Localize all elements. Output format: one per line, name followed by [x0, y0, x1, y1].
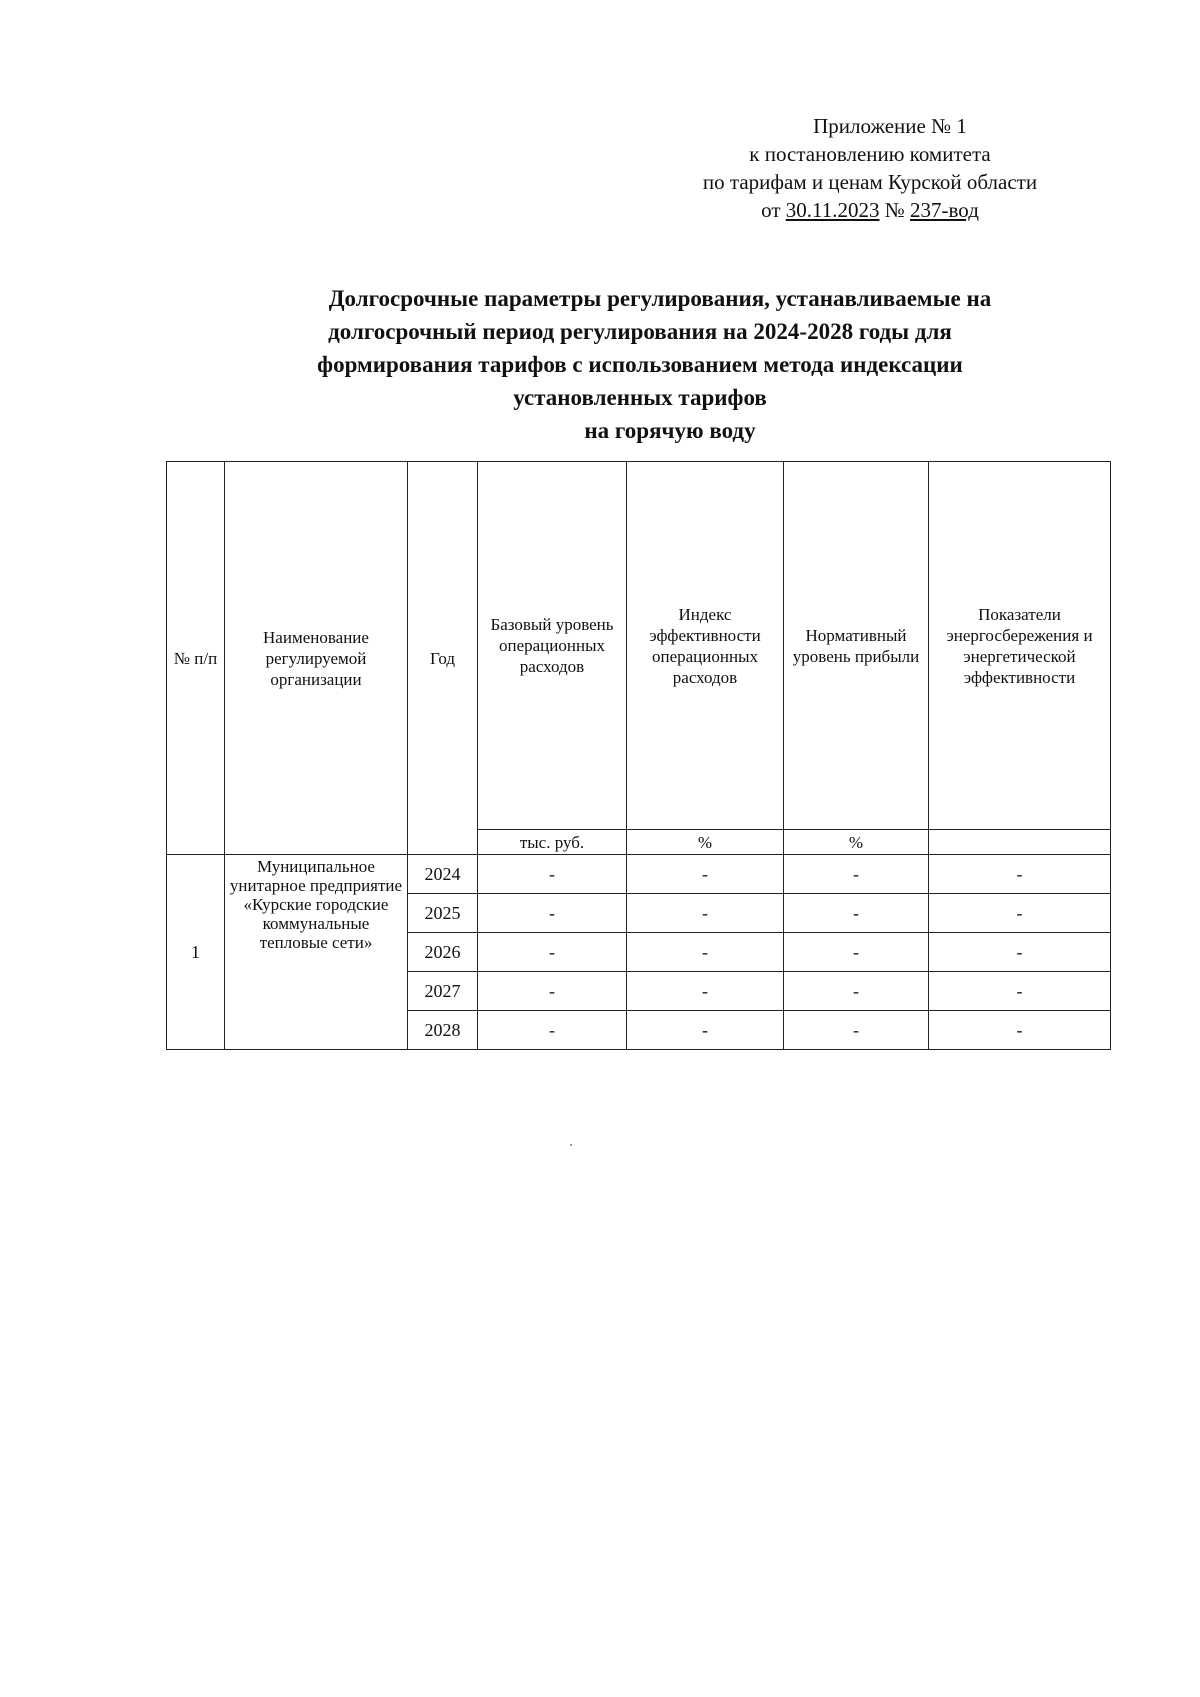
base-value: -	[478, 933, 627, 972]
base-value: -	[478, 894, 627, 933]
year-cell: 2028	[408, 1011, 478, 1050]
header-num: № п/п	[167, 462, 225, 855]
header-year: Год	[408, 462, 478, 855]
header-row	[167, 462, 1111, 830]
document-title	[230, 282, 1050, 447]
row-number: 1	[167, 855, 225, 1050]
base-value: -	[478, 1011, 627, 1050]
profit-value: -	[784, 933, 929, 972]
title-line-4: установленных тарифов	[513, 385, 767, 410]
number-prefix: №	[884, 198, 905, 222]
appendix-title: Приложение № 1	[813, 114, 967, 138]
year-cell: 2025	[408, 894, 478, 933]
title-line-5: на горячую воду	[584, 418, 756, 443]
year-cell: 2026	[408, 933, 478, 972]
unit-profit: %	[784, 830, 929, 855]
profit-value: -	[784, 894, 929, 933]
energy-value: -	[929, 855, 1111, 894]
organization-name: Муниципальное унитарное предприятие «Курские городские коммунальные тепловые сети»	[225, 855, 408, 1050]
header-profit-level: Нормативный уровень прибыли	[784, 462, 929, 830]
energy-value: -	[929, 894, 1111, 933]
unit-base: тыс. руб.	[478, 830, 627, 855]
header-org: Наименование регулируемой организации	[225, 462, 408, 855]
scan-speck	[570, 1144, 572, 1146]
header-base-opex: Базовый уровень операционных расходов	[478, 462, 627, 830]
appendix-date-line	[660, 196, 1080, 224]
energy-value: -	[929, 1011, 1111, 1050]
index-value: -	[627, 1011, 784, 1050]
date-prefix: от	[761, 198, 781, 222]
title-line-1: Долгосрочные параметры регулирования, устанавливаемые на	[328, 286, 992, 311]
document-date: 30.11.2023	[785, 198, 880, 222]
header-energy-indicators: Показатели энергосбережения и энергетической эффективности	[929, 462, 1111, 830]
base-value: -	[478, 855, 627, 894]
appendix-committee: по тарифам и ценам Курской области	[702, 170, 1038, 194]
index-value: -	[627, 972, 784, 1011]
profit-value: -	[784, 1011, 929, 1050]
unit-energy	[929, 830, 1111, 855]
header-efficiency-index: Индекс эффективности операционных расходов	[627, 462, 784, 830]
appendix-reference: к постановлению комитета	[749, 142, 991, 166]
index-value: -	[627, 855, 784, 894]
energy-value: -	[929, 972, 1111, 1011]
document-number: 237-вод	[910, 198, 979, 222]
year-cell: 2027	[408, 972, 478, 1011]
unit-index: %	[627, 830, 784, 855]
year-cell: 2024	[408, 855, 478, 894]
index-value: -	[627, 894, 784, 933]
parameters-table	[166, 461, 1111, 1050]
table-row	[167, 855, 1111, 894]
energy-value: -	[929, 933, 1111, 972]
index-value: -	[627, 933, 784, 972]
title-line-3: формирования тарифов с использованием метода индексации	[317, 352, 963, 377]
title-line-2: долгосрочный период регулирования на 2024-2028 годы для	[328, 319, 952, 344]
base-value: -	[478, 972, 627, 1011]
appendix-block	[660, 112, 1080, 224]
profit-value: -	[784, 972, 929, 1011]
profit-value: -	[784, 855, 929, 894]
